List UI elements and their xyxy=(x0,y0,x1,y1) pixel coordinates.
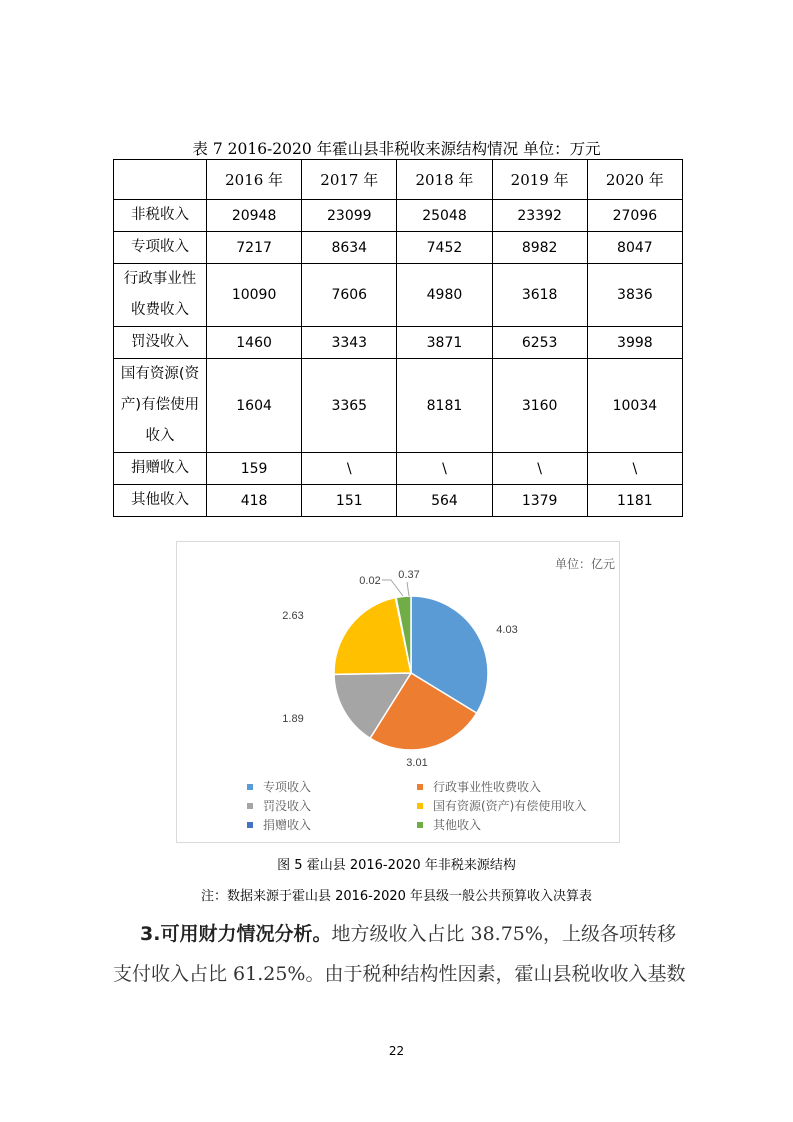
legend-item xyxy=(417,778,541,796)
year-header: 2019 年 xyxy=(492,160,587,200)
paragraph-text-1: 地方级收入占比 38.75%，上级各项转移 xyxy=(331,923,676,945)
legend-label: 行政事业性收费收入 xyxy=(433,780,542,794)
row-label xyxy=(114,453,207,485)
legend-swatch xyxy=(247,784,253,790)
year-header: 2016 年 xyxy=(207,160,302,200)
table-cell: 8181 xyxy=(397,359,492,453)
table-cell: 10034 xyxy=(587,359,682,453)
legend-swatch xyxy=(247,822,253,828)
table-cell: 8634 xyxy=(302,232,397,264)
table-cell: 7217 xyxy=(207,232,302,264)
year-header: 2017 年 xyxy=(302,160,397,200)
row-label xyxy=(114,232,207,264)
table-header-row xyxy=(114,160,683,200)
table-cell: 151 xyxy=(302,485,397,517)
legend-item xyxy=(247,778,311,796)
legend-label: 国有资源(资产)有偿使用收入 xyxy=(433,799,587,813)
table-cell: 7606 xyxy=(302,264,397,327)
table-cell: 3998 xyxy=(587,327,682,359)
legend-swatch xyxy=(417,803,423,809)
table-row xyxy=(114,453,683,485)
row-label-line: 其他收入 xyxy=(131,492,189,508)
data-source-note: 注：数据来源于霍山县 2016-2020 年县级一般公共预算收入决算表 xyxy=(200,889,593,904)
row-label xyxy=(114,327,207,359)
paragraph-heading: 3.可用财力情况分析。 xyxy=(140,923,332,945)
table-cell: 1181 xyxy=(587,485,682,517)
table-cell: 23099 xyxy=(302,200,397,232)
row-label-line: 行政事业性 xyxy=(123,271,197,287)
table-cell: \ xyxy=(397,453,492,485)
table-cell: 3160 xyxy=(492,359,587,453)
legend-swatch xyxy=(247,803,253,809)
table-caption: 表 7 2016-2020 年霍山县非税收来源结构情况 单位：万元 xyxy=(192,140,601,158)
table-row xyxy=(114,232,683,264)
row-label-line: 专项收入 xyxy=(131,239,189,255)
table-row xyxy=(114,359,683,453)
row-label-line: 国有资源(资 xyxy=(120,366,200,382)
paragraph-line-1 xyxy=(140,914,715,954)
legend-label: 其他收入 xyxy=(433,818,482,832)
row-label-line: 非税收入 xyxy=(131,207,189,223)
table-cell: 3365 xyxy=(302,359,397,453)
row-label xyxy=(114,359,207,453)
row-label xyxy=(114,200,207,232)
legend-swatch xyxy=(417,822,423,828)
legend-label: 专项收入 xyxy=(263,780,312,794)
legend-item xyxy=(247,816,311,834)
legend-item xyxy=(417,797,586,815)
table-row xyxy=(114,264,683,327)
slice-data-label: 0.37 xyxy=(398,569,420,581)
page-number: 22 xyxy=(388,1044,405,1058)
year-header: 2020 年 xyxy=(587,160,682,200)
table-cell: 6253 xyxy=(492,327,587,359)
table-cell: 8982 xyxy=(492,232,587,264)
legend-item xyxy=(247,797,311,815)
table-cell: 4980 xyxy=(397,264,492,327)
legend-swatch xyxy=(417,784,423,790)
table-cell: 1379 xyxy=(492,485,587,517)
table-cell: 1604 xyxy=(207,359,302,453)
table-cell: 27096 xyxy=(587,200,682,232)
table-corner-cell xyxy=(114,160,207,200)
table-row xyxy=(114,327,683,359)
table-cell: 20948 xyxy=(207,200,302,232)
chart-unit-label: 单位：亿元 xyxy=(555,557,616,571)
row-label-line: 罚没收入 xyxy=(131,334,189,350)
pie-chart xyxy=(176,541,620,843)
table-cell: 564 xyxy=(397,485,492,517)
legend-label: 捐赠收入 xyxy=(263,818,312,832)
leader-line xyxy=(407,582,409,596)
row-label-line: 收入 xyxy=(145,428,175,444)
legend-label: 罚没收入 xyxy=(263,799,312,813)
table-cell: 7452 xyxy=(397,232,492,264)
table-row xyxy=(114,485,683,517)
table-row xyxy=(114,200,683,232)
table-cell: 3343 xyxy=(302,327,397,359)
table-cell: 1460 xyxy=(207,327,302,359)
row-label-line: 收费收入 xyxy=(131,302,189,318)
table-cell: 3871 xyxy=(397,327,492,359)
row-label xyxy=(114,485,207,517)
table-cell: 8047 xyxy=(587,232,682,264)
table-cell: 23392 xyxy=(492,200,587,232)
table-cell: \ xyxy=(492,453,587,485)
row-label xyxy=(114,264,207,327)
table-cell: 159 xyxy=(207,453,302,485)
table-cell: 25048 xyxy=(397,200,492,232)
slice-data-label: 3.01 xyxy=(406,757,428,769)
table-cell: \ xyxy=(302,453,397,485)
table-cell: 3836 xyxy=(587,264,682,327)
slice-data-label: 2.63 xyxy=(282,610,304,622)
paragraph-line-2: 支付收入占比 61.25%。由于税种结构性因素，霍山县税收收入基数 xyxy=(113,963,686,985)
row-label-line: 产)有偿使用 xyxy=(120,397,200,413)
slice-data-label: 4.03 xyxy=(496,624,518,636)
table-cell: 3618 xyxy=(492,264,587,327)
table-cell: 418 xyxy=(207,485,302,517)
table-cell: 10090 xyxy=(207,264,302,327)
figure-caption: 图 5 霍山县 2016-2020 年非税来源结构 xyxy=(277,858,516,873)
legend-item xyxy=(417,816,481,834)
row-label-line: 捐赠收入 xyxy=(131,460,189,476)
slice-data-label: 0.02 xyxy=(359,575,381,587)
year-header: 2018 年 xyxy=(397,160,492,200)
non-tax-revenue-table xyxy=(113,159,683,517)
slice-data-label: 1.89 xyxy=(282,713,304,725)
leader-line xyxy=(382,580,403,596)
table-cell: \ xyxy=(587,453,682,485)
